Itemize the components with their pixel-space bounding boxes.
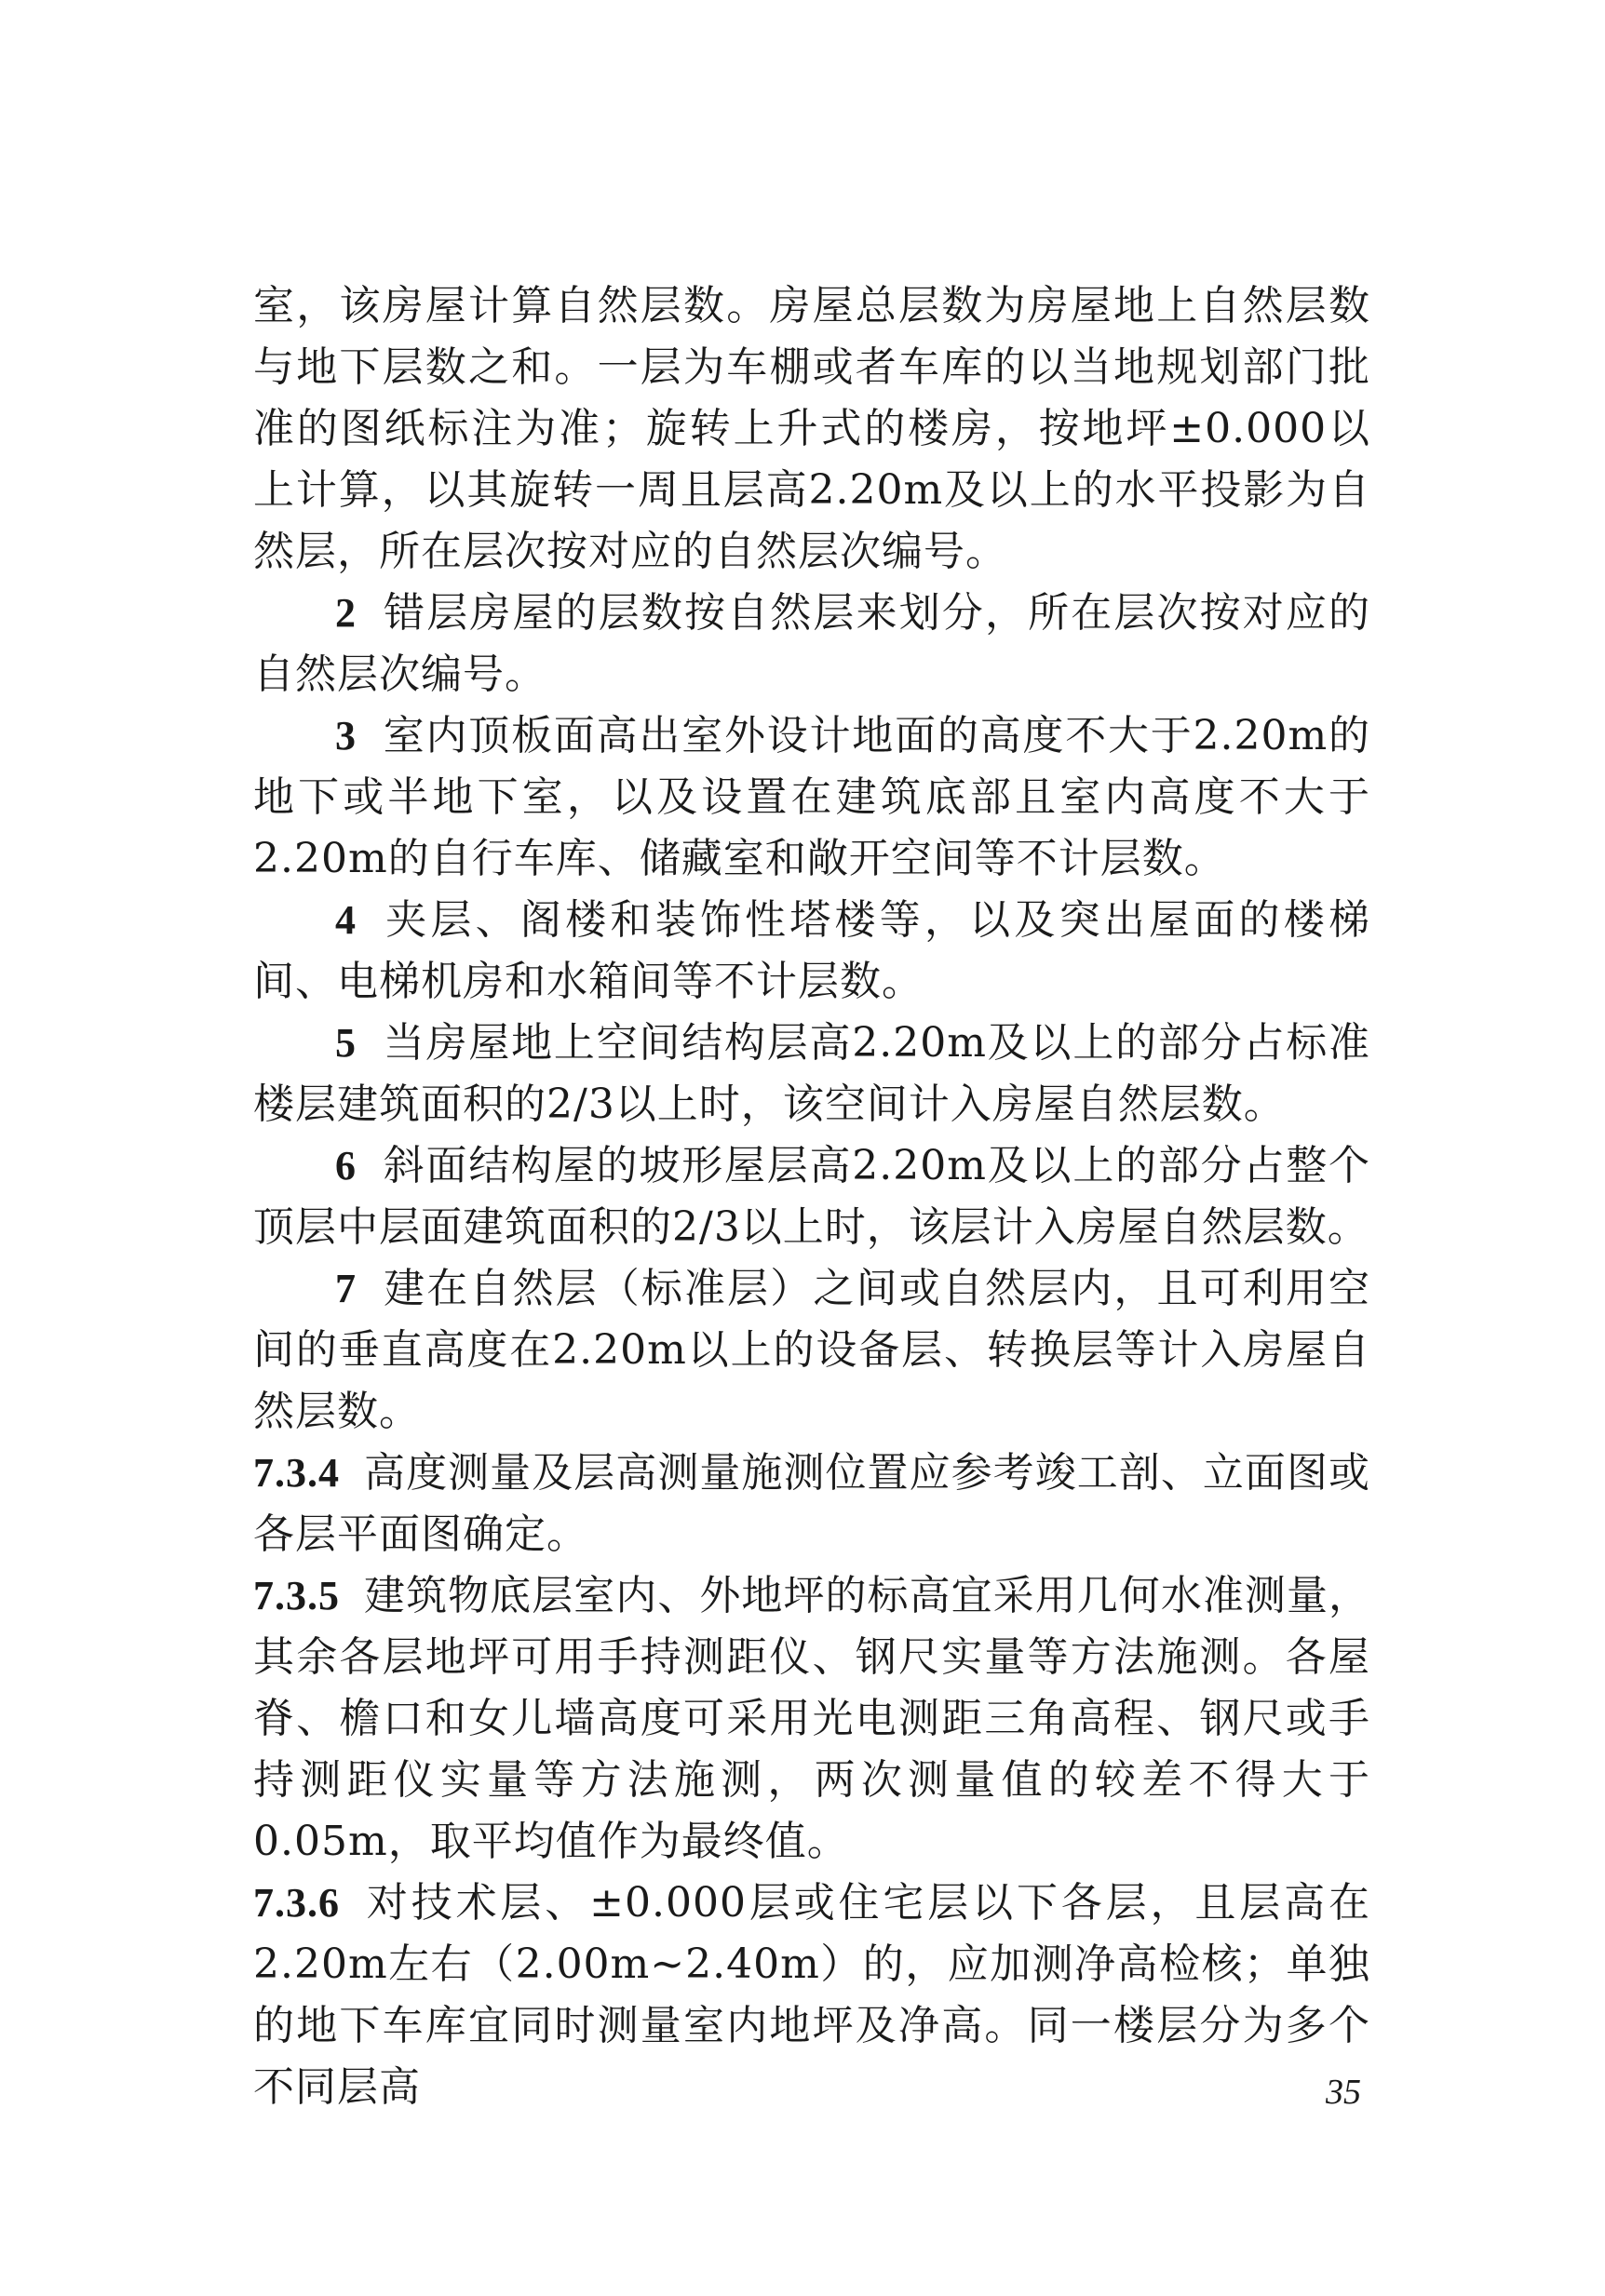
paragraph-text: 斜面结构屋的坡形屋层高2.20m及以上的部分占整个顶层中层面建筑面积的2/3以上时，该层计入房屋自然层数。 [253, 1142, 1370, 1251]
item-number: 3 [335, 713, 357, 759]
paragraph-text: 对技术层、±0.000层或住宅层以下各层，且层高在2.20m左右（2.00m~2.40m）的，应加测净高检核；单独的地下车库宜同时测量室内地坪及净高。同一楼层分为多个不同层高 [253, 1879, 1370, 2111]
clause-number: 7.3.6 [253, 1880, 340, 1926]
list-item-5 [253, 1013, 1370, 1135]
paragraph-text: 室，该房屋计算自然层数。房屋总层数为房屋地上自然层数与地下层数之和。一层为车棚或者车库的以当地规划部门批准的图纸标注为准；旋转上升式的楼房，按地坪±0.000以上计算，以其旋转一周且层高2.20m及以上的水平投影为自然层，所在层次按对应的自然层次编号。 [253, 282, 1370, 575]
clause-7-3-4 [253, 1443, 1370, 1565]
clause-7-3-6 [253, 1873, 1370, 2118]
item-number: 5 [335, 1020, 357, 1066]
clause-number: 7.3.5 [253, 1573, 340, 1618]
list-item-7 [253, 1258, 1370, 1443]
paragraph-text: 高度测量及层高测量施测位置应参考竣工剖、立面图或各层平面图确定。 [253, 1449, 1370, 1558]
clause-7-3-5 [253, 1565, 1370, 1873]
list-item-3 [253, 705, 1370, 890]
paragraph-text: 建在自然层（标准层）之间或自然层内，且可利用空间的垂直高度在2.20m以上的设备层、转换层等计入房屋自然层数。 [253, 1265, 1370, 1435]
paragraph-text: 建筑物底层室内、外地坪的标高宜采用几何水准测量，其余各层地坪可用手持测距仪、钢尺实量等方法施测。各屋脊、檐口和女儿墙高度可采用光电测距三角高程、钢尺或手持测距仪实量等方法施测，两次测量值的较差不得大于0.05m，取平均值作为最终值。 [253, 1572, 1370, 1865]
paragraph-text: 夹层、阁楼和装饰性塔楼等，以及突出屋面的楼梯间、电梯机房和水箱间等不计层数。 [253, 896, 1370, 1005]
item-number: 6 [335, 1143, 357, 1188]
paragraph-text: 错层房屋的层数按自然层来划分，所在层次按对应的自然层次编号。 [253, 589, 1370, 698]
clause-number: 7.3.4 [253, 1450, 340, 1496]
list-item-4 [253, 890, 1370, 1013]
page-number: 35 [1326, 2073, 1361, 2112]
body-text [253, 275, 1370, 2118]
list-item-6 [253, 1135, 1370, 1258]
paragraph-text: 当房屋地上空间结构层高2.20m及以上的部分占标准楼层建筑面积的2/3以上时，该空间计入房屋自然层数。 [253, 1019, 1370, 1128]
item-number: 7 [335, 1266, 357, 1311]
list-item-2 [253, 583, 1370, 705]
item-number: 2 [335, 590, 357, 636]
paragraph-continuation [253, 275, 1370, 583]
paragraph-text: 室内顶板面高出室外设计地面的高度不大于2.20m的地下或半地下室，以及设置在建筑底部且室内高度不大于2.20m的自行车库、储藏室和敞开空间等不计层数。 [253, 712, 1370, 882]
item-number: 4 [335, 897, 357, 943]
